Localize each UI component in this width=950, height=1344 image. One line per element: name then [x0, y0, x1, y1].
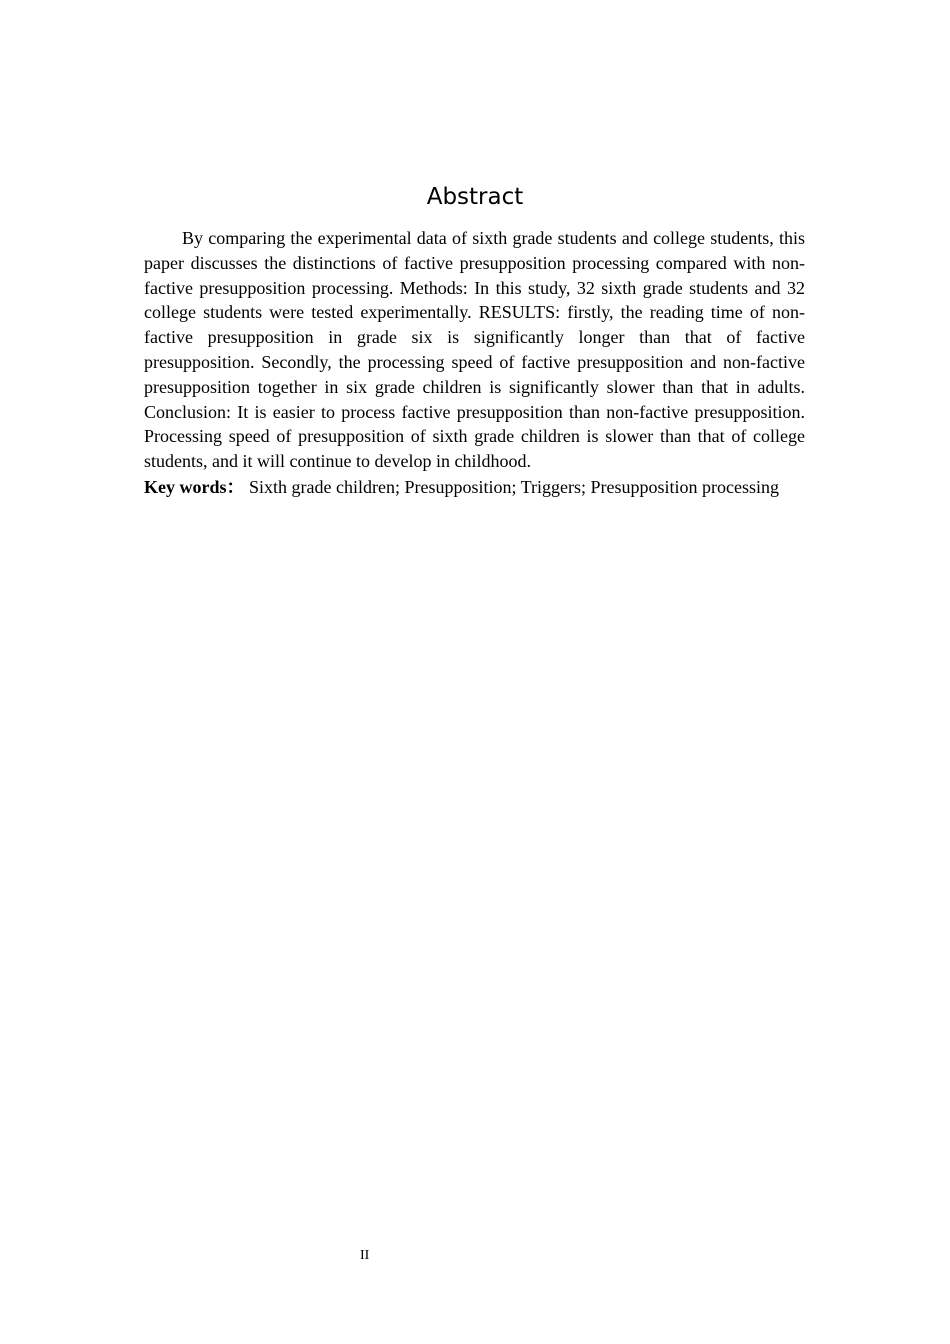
keywords-line	[144, 475, 805, 500]
keywords-list: Sixth grade children; Presupposition; Triggers; Presupposition processing	[249, 476, 779, 497]
abstract-title: Abstract	[426, 184, 524, 210]
page-number: II	[360, 1248, 370, 1263]
abstract-paragraph: By comparing the experimental data of sixth grade students and college students, this paper discusses the distinctions of factive presupposition processing compared with non-factive presupposition processing. Methods: In this study, 32 sixth grade students and 32 college students were tested experimentally. RESULTS: firstly, the reading time of non-factive presupposition in grade six is significantly longer than that of factive presupposition. Secondly, the processing speed of factive presupposition and non-factive presupposition together in six grade children is significantly slower than that in adults. Conclusion: It is easier to process factive presupposition than non-factive presupposition. Processing speed of presupposition of sixth grade children is slower than that of college students, and it will continue to develop in childhood.	[144, 228, 805, 472]
keywords-label: Key words：	[144, 476, 245, 497]
abstract-body	[144, 226, 805, 500]
